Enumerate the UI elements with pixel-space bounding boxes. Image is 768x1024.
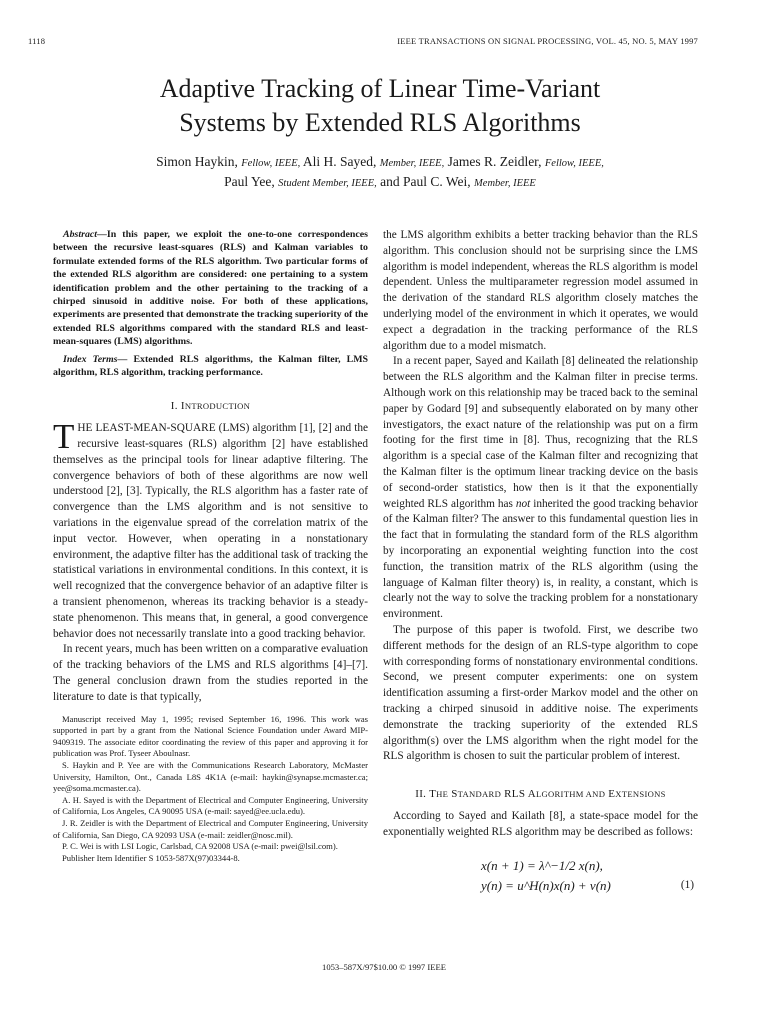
heading-smallcaps: HE xyxy=(436,789,449,800)
journal-info: IEEE TRANSACTIONS ON SIGNAL PROCESSING, VOL. 45, NO. 5, MAY 1997 xyxy=(397,36,698,46)
author-affiliation: Member, IEEE xyxy=(474,178,536,189)
author-name: Paul Yee, xyxy=(224,174,275,189)
author-name: Ali H. Sayed, xyxy=(302,154,377,169)
heading-initial: A xyxy=(527,788,536,801)
equation-1 xyxy=(383,854,698,898)
section-heading-introduction xyxy=(53,399,368,415)
right-paragraph-1: the LMS algorithm exhibits a better tracking behavior than the RLS algorithm. This conclusion should not be surprising since the LMS algorithm is model independent, whereas the RLS algorithm is model dependent. Unless the multiparameter regression model assumed in the derivation of the standard RLS algorithm closely matches the underlying model of the environment in which it operates, we would expect a degradation in the tracking performance of the RLS algorithm due to a model mismatch. xyxy=(383,229,698,352)
title-line-2: Systems by Extended RLS Algorithms xyxy=(179,108,581,137)
author-name: James R. Zeidler, xyxy=(447,154,542,169)
emphasis: not xyxy=(515,497,531,510)
equation-line-1: x(n + 1) = λ^−1/2 x(n), xyxy=(481,858,603,874)
left-column xyxy=(53,228,368,864)
drop-cap: T xyxy=(53,417,75,457)
author-list xyxy=(40,153,720,193)
footnotes xyxy=(53,714,368,865)
index-terms-text: Extended RLS algorithms, the Kalman filter, LMS algorithm, RLS algorithm, tracking performance. xyxy=(53,353,369,379)
section-numeral: II. xyxy=(415,788,427,801)
paragraph-text: In a recent paper, Sayed and Kailath [8] delineated the relationship between the RLS algorithm and the Kalman filter in precise terms. Although work on this relationship may be traced back to the seminal paper by Godard [9] and subsequently elaborated on by many other investigators, the exact nature of the relationship was put on a firm footing for the first time in [8]. Thus, recognizing that the RLS algorithm is a special case of the Kalman filter and recognizing that the Kalman filter is the optimum linear tracking device on the basis of second-order statistics, how then is it that the exponentially weighted RLS algorithm has xyxy=(383,355,698,510)
section2-paragraph-1: According to Sayed and Kailath [8], a state-space model for the exponentially weighted RLS algorithm may be described as follows: xyxy=(383,809,698,838)
right-paragraph-2 xyxy=(383,354,698,623)
heading-initial: E xyxy=(608,788,616,801)
author-affiliation: Fellow, IEEE, xyxy=(241,158,301,169)
right-column xyxy=(383,228,698,898)
right-paragraph-3: The purpose of this paper is twofold. First, we describe two different methods for the design of an RLS-type algorithm to cope with corresponding forms of nonstationary environmental conditions. Second, we present computer experiments: one on system identification assuming a first-order Markov model and the other on tracking a chirped sinusoid in additive noise. The experiments demonstrate the tracking superiority of the extended RLS algorithm(s) over the LMS algorithm when the right model for the RLS algorithm is chosen to suit the particular problem of interest. xyxy=(383,623,698,763)
footnote: Publisher Item Identifier S 1053-587X(97)03344-8. xyxy=(62,852,240,863)
title-line-1: Adaptive Tracking of Linear Time-Variant xyxy=(159,74,601,103)
footnote: J. R. Zeidler is with the Department of Electrical and Computer Engineering, University of California, San Diego, CA 92093 USA (e-mail: zeidler@nosc.mil). xyxy=(53,817,368,840)
abstract-label: Abstract— xyxy=(63,229,107,240)
section-heading-standard-rls xyxy=(383,787,698,803)
author-name: Simon Haykin, xyxy=(156,154,238,169)
copyright-line: 1053–587X/97$10.00 © 1997 IEEE xyxy=(322,962,446,972)
index-terms xyxy=(53,353,368,380)
heading-initial: S xyxy=(451,788,458,801)
footnote: A. H. Sayed is with the Department of Electrical and Computer Engineering, University of California, Los Angeles, CA 90095 USA (e-mail: sayed@ee.ucla.edu). xyxy=(53,794,368,817)
footnote: P. C. Wei is with LSI Logic, Carlsbad, CA 92008 USA (e-mail: pwei@lsil.com). xyxy=(62,841,338,852)
equation-line-2: y(n) = u^H(n)x(n) + v(n) xyxy=(481,878,611,894)
section-numeral: I. xyxy=(170,400,178,413)
author-line-1 xyxy=(40,153,720,173)
page-number: 1118 xyxy=(28,36,46,46)
intro-paragraph-1 xyxy=(53,417,368,642)
abstract xyxy=(53,228,368,349)
heading-smallcaps: XTENSIONS xyxy=(615,789,666,800)
heading-smallcaps: NTRODUCTION xyxy=(184,401,251,412)
intro-paragraph-1-text: HE LEAST-MEAN-SQUARE (LMS) algorithm [1], [2] and the recursive least-squares (RLS) algorithm [2] have established themselves as the principal tools for linear adaptive filtering. The convergence behaviors of both of these algorithms are now well understood [2], [3]. Typically, the RLS algorithm has a faster rate of convergence than the LMS algorithm and is not sensitive to variations in the eigenvalue spread of the correlation matrix of the input vector. However, when operating in a nonstationary environment, the adaptive filter has the additional task of tracking the statistical variations in environmental conditions. In this context, it is well recognized that the convergence behavior of an adaptive filter is a transient phenomenon, whereas its tracking behavior is a steady-state phenomenon. This means that, in general, a good convergence behavior does not necessarily translate into a good tracking behavior. xyxy=(53,422,368,640)
heading-initial: T xyxy=(429,788,437,801)
heading-word: RLS xyxy=(504,788,526,801)
paragraph-text: inherited the good tracking behavior of the Kalman filter? The answer to this fundamental question lies in the fact that in formulating the standard form of the RLS algorithm by incorporating an exponential weighting function into the cost function, the transition matrix of the RLS algorithm (using the language of Kalman filter theory) is, in reality, a constant, which is clearly not the way to solve the tracking problem for a nonstationary environment. xyxy=(383,497,698,621)
author-affiliation: Fellow, IEEE, xyxy=(544,158,604,169)
intro-paragraph-2: In recent years, much has been written on a comparative evaluation of the tracking behaviors of the LMS and RLS algorithms [4]–[7]. The general conclusion drawn from the studies reported in the literature to date is that typically, xyxy=(53,643,368,703)
heading-smallcaps: TANDARD xyxy=(457,789,502,800)
author-line-2 xyxy=(40,173,720,193)
heading-initial: I xyxy=(180,400,185,413)
author-name: and Paul C. Wei, xyxy=(380,174,471,189)
author-affiliation: Student Member, IEEE, xyxy=(278,178,377,189)
author-affiliation: Member, IEEE, xyxy=(379,158,445,169)
running-head xyxy=(0,36,768,52)
equation-number: (1) xyxy=(680,879,694,892)
footnote: S. Haykin and P. Yee are with the Communications Research Laboratory, McMaster University, Hamilton, Ont., Canada L8S 4K1A (e-mail: haykin@synapse.mcmaster.ca; yee@soma.mcmaster.ca). xyxy=(53,759,368,794)
heading-smallcaps: LGORITHM AND xyxy=(535,789,606,800)
index-terms-label: Index Terms— xyxy=(63,353,128,365)
abstract-text: In this paper, we exploit the one-to-one correspondences between the recursive least-squares (RLS) and Kalman variables to formulate extended forms of the RLS algorithm. Two particular forms of the extended RLS algorithm are considered: one pertaining to a system identification problem and the other pertaining to the tracking of a chirped sinusoid in additive noise. For both of these applications, experiments are presented that demonstrate the tracking superiority of the extended RLS algorithms compared with the standard RLS and least-mean-squares (LMS) algorithms. xyxy=(53,229,368,348)
paper-title xyxy=(40,72,720,140)
footnote: Manuscript received May 1, 1995; revised September 16, 1996. This work was supported in part by a grant from the National Science Foundation under Award MIP-9409319. The associate editor coordinating the review of this paper and approving it for publication was Prof. Tyseer Aboulnasr. xyxy=(53,713,368,759)
